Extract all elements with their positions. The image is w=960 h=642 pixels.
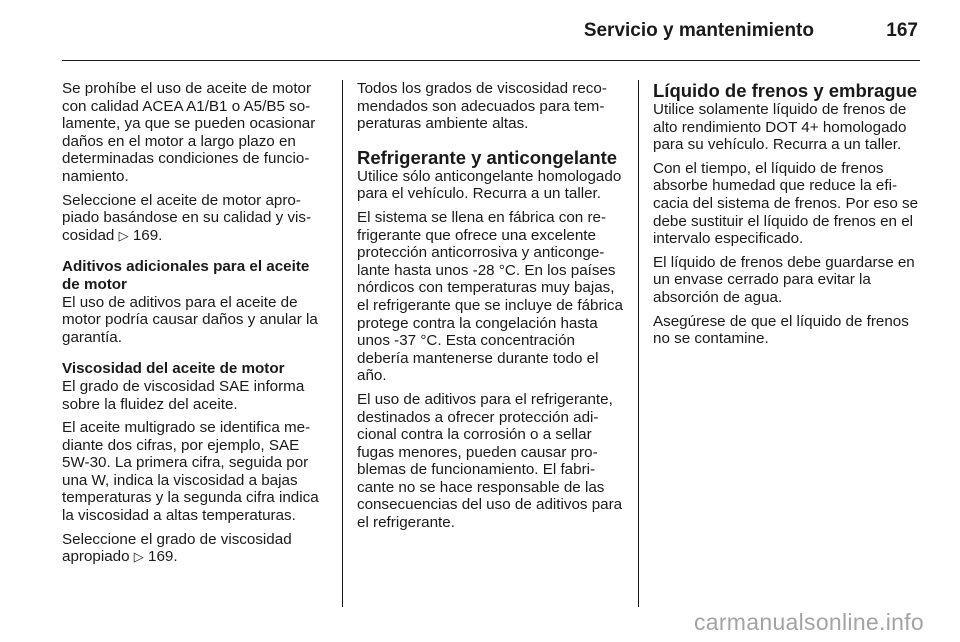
column-divider [342, 80, 343, 607]
paragraph: Se prohíbe el uso de aceite de motor con calidad ACEA A1/B1 o A5/B5 solamente, ya que se pueden ocasionar daños en el motor a largo plazo en determinadas condiciones de funcionamiento. [62, 80, 316, 185]
page-number: 167 [886, 20, 918, 41]
paragraph: El grado de viscosidad SAE informa sobre la fluidez del aceite. [62, 377, 305, 413]
paragraph: El aceite multigrado se identifica mediante dos cifras, por ejemplo, SAE 5W-30. La primera cifra, seguida por una W, indica la viscosidad a bajas temperaturas y la segunda cifra indica la viscosidad a altas temperaturas. [62, 419, 319, 525]
paragraph: Asegúrese de que el líquido de frenos no se contamine. [653, 312, 909, 348]
paragraph: Con el tiempo, el líquido de frenos absorbe humedad que reduce la eficacia del sistema de frenos. Por eso se debe sustituir el líquido de frenos en el intervalo especificado. [653, 159, 919, 248]
section-heading-brake-fluid: Líquido de frenos y embrague [653, 80, 918, 101]
subheading-viscosity: Viscosidad del aceite de motor [62, 360, 285, 378]
column-2 [357, 80, 625, 538]
paragraph: Utilice sólo anticongelante homologado para el vehículo. Recurra a un taller. [357, 167, 622, 203]
page-reference[interactable]: 169. [148, 548, 178, 566]
page-reference-arrow-icon: ▷ [118, 227, 129, 243]
paragraph: Utilice solamente líquido de frenos de alto rendimiento DOT 4+ homologado para su vehículo. Recurra a un taller. [653, 101, 907, 154]
column-divider [638, 80, 639, 607]
column-1 [62, 80, 330, 572]
page-reference[interactable]: 169. [132, 226, 163, 244]
paragraph [62, 192, 330, 245]
paragraph-text: Seleccione el grado de viscosidad apropiado [62, 530, 292, 566]
paragraph: El sistema se llena en fábrica con refrigerante que ofrece una excelente protección anticorrosiva y anticongelante hasta unos -28 °C. En los países nórdicos con temperaturas muy bajas, el refrigerante que se incluye de fábrica protege contra la congelación hasta unos -37 °C. Esta concentración debería mantenerse durante todo el año. [357, 208, 623, 385]
paragraph: El uso de aditivos para el refrigerante, destinados a ofrecer protección adicional contra la corrosión o a sellar fugas menores, pueden causar problemas de funcionamiento. El fabricante no se hace responsable de las consecuencias del uso de aditivos para el refrigerante. [357, 390, 623, 532]
watermark: carmanualsonline.info [693, 609, 924, 635]
section-heading-coolant: Refrigerante y anticongelante [357, 146, 618, 168]
paragraph-text: Seleccione el aceite de motor apropiado basándose en su calidad y viscosidad [62, 191, 312, 244]
paragraph: El líquido de frenos debe guardarse en un envase cerrado para evitar la absorción de agua. [653, 253, 915, 306]
subheading-additives: Aditivos adicionales para el aceite de motor [62, 258, 310, 293]
paragraph: El uso de aditivos para el aceite de motor podría causar daños y anular la garantía. [62, 293, 318, 346]
header-rule [62, 60, 920, 61]
page-reference-arrow-icon: ▷ [133, 549, 144, 565]
paragraph: Todos los grados de viscosidad recomendados son adecuados para temperaturas ambiente altas. [357, 80, 607, 133]
header-title: Servicio y mantenimiento [583, 20, 814, 41]
column-3 [653, 80, 921, 354]
paragraph [62, 531, 330, 566]
